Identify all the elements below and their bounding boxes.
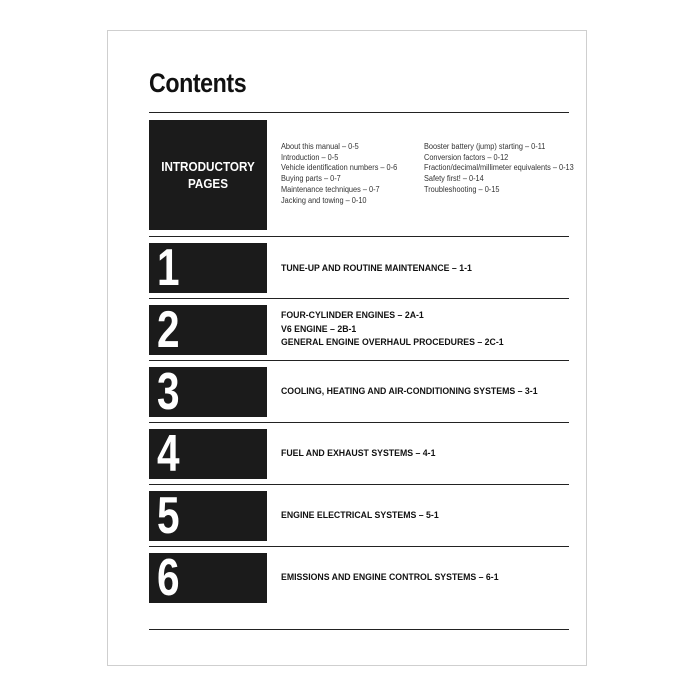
intro-item: Maintenance techniques – 0-7 bbox=[281, 184, 380, 194]
intro-list-right bbox=[424, 142, 574, 196]
chapter-title-line: V6 ENGINE – 2B-1 bbox=[281, 323, 357, 335]
chapter-number: 1 bbox=[157, 239, 180, 297]
divider bbox=[149, 546, 569, 547]
chapter-title bbox=[281, 509, 439, 523]
intro-item: Booster battery (jump) starting – 0-11 bbox=[424, 142, 546, 151]
chapter-number-block bbox=[149, 363, 267, 421]
chapter-number: 5 bbox=[157, 487, 180, 545]
intro-item: About this manual – 0-5 bbox=[281, 142, 359, 151]
intro-item: Introduction – 0-5 bbox=[281, 152, 339, 162]
intro-label: INTRODUCTORY PAGES bbox=[161, 159, 255, 191]
divider bbox=[149, 484, 569, 485]
chapter-number-block bbox=[149, 549, 267, 607]
chapter-number: 6 bbox=[157, 549, 180, 607]
chapter-title bbox=[281, 385, 538, 399]
chapter-title-line: EMISSIONS AND ENGINE CONTROL SYSTEMS – 6-1 bbox=[281, 572, 499, 583]
chapter-number-block bbox=[149, 301, 267, 359]
divider bbox=[149, 422, 569, 423]
chapter-title bbox=[281, 447, 435, 461]
chapter-title-line: TUNE-UP AND ROUTINE MAINTENANCE – 1-1 bbox=[281, 263, 472, 274]
intro-item: Troubleshooting – 0-15 bbox=[424, 184, 500, 194]
intro-item: Fraction/decimal/millimeter equivalents – 0-13 bbox=[424, 163, 574, 173]
chapter-title bbox=[281, 309, 504, 350]
chapter-number-block bbox=[149, 425, 267, 483]
divider bbox=[149, 236, 569, 237]
page-title: Contents bbox=[149, 68, 247, 98]
chapter-number: 4 bbox=[157, 425, 180, 483]
chapter-title-line: ENGINE ELECTRICAL SYSTEMS – 5-1 bbox=[281, 510, 439, 521]
intro-list-left bbox=[281, 142, 397, 206]
intro-block bbox=[149, 120, 267, 230]
chapter-number: 2 bbox=[157, 301, 180, 359]
divider bbox=[149, 629, 569, 630]
chapter-number-block bbox=[149, 239, 267, 297]
divider bbox=[149, 298, 569, 299]
chapter-number: 3 bbox=[157, 363, 180, 421]
divider bbox=[149, 112, 569, 113]
intro-item: Safety first! – 0-14 bbox=[424, 174, 484, 184]
chapter-title-line: GENERAL ENGINE OVERHAUL PROCEDURES – 2C-1 bbox=[281, 337, 504, 348]
chapter-title bbox=[281, 571, 499, 585]
chapter-title-line: FOUR-CYLINDER ENGINES – 2A-1 bbox=[281, 310, 424, 321]
chapter-title bbox=[281, 262, 472, 276]
chapter-title-line: FUEL AND EXHAUST SYSTEMS – 4-1 bbox=[281, 448, 436, 459]
intro-item: Conversion factors – 0-12 bbox=[424, 152, 509, 162]
intro-item: Buying parts – 0-7 bbox=[281, 174, 341, 184]
chapter-title-line: COOLING, HEATING AND AIR-CONDITIONING SYSTEMS – 3-1 bbox=[281, 386, 538, 397]
divider bbox=[149, 360, 569, 361]
intro-item: Vehicle identification numbers – 0-6 bbox=[281, 163, 398, 173]
chapter-number-block bbox=[149, 487, 267, 545]
intro-item: Jacking and towing – 0-10 bbox=[281, 195, 367, 205]
